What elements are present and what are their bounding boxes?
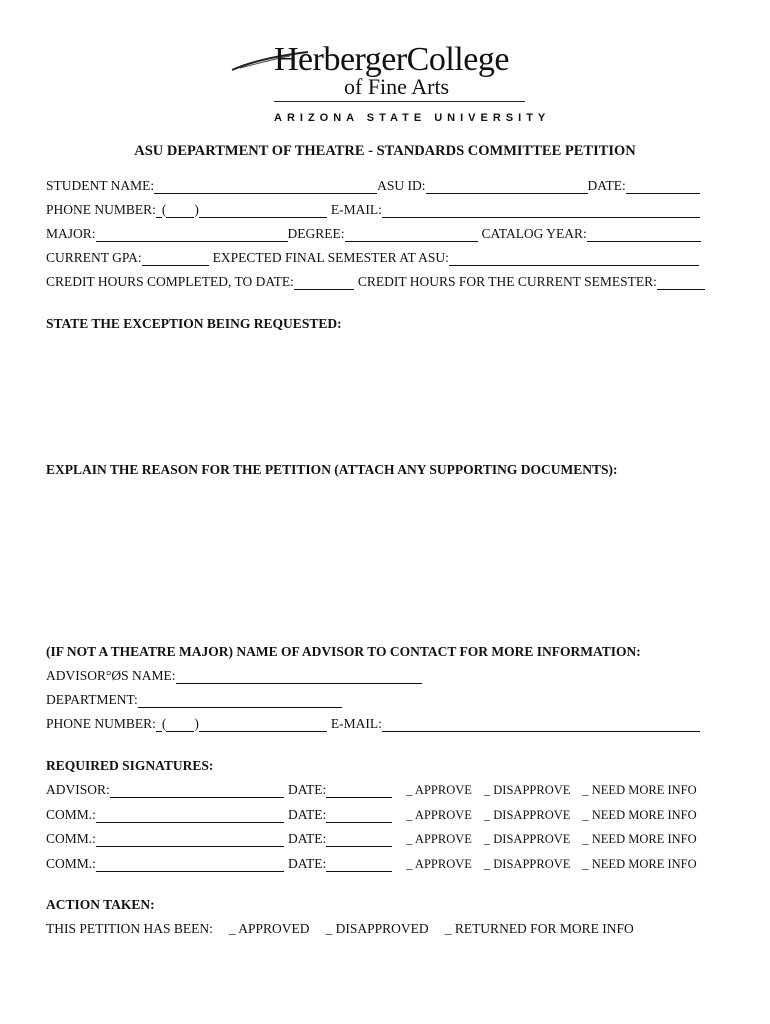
major-row — [46, 224, 716, 242]
signature-date-label: DATE: — [288, 807, 327, 822]
phone-open-paren: ( — [161, 202, 167, 217]
phone-close-paren: ) — [194, 202, 199, 217]
action-label: THIS PETITION HAS BEEN: — [46, 921, 213, 936]
signature-role-label: COMM.: — [46, 856, 96, 871]
logo-university-text: ARIZONA STATE UNIVERSITY — [274, 112, 551, 124]
signature-date-field[interactable] — [326, 784, 392, 798]
approve-option[interactable]: _ APPROVE — [406, 808, 472, 822]
approved-option[interactable]: _ APPROVED — [228, 921, 310, 936]
signature-field[interactable] — [96, 809, 284, 823]
advisor-phone-row — [46, 714, 716, 732]
department-row — [46, 690, 716, 708]
gpa-row — [46, 248, 716, 266]
disapprove-option[interactable]: _ DISAPPROVE — [483, 808, 571, 822]
advisor-name-field[interactable] — [176, 670, 422, 684]
credits-current-field[interactable] — [657, 276, 705, 290]
advisor-email-field[interactable] — [382, 718, 700, 732]
credits-current-label: CREDIT HOURS FOR THE CURRENT SEMESTER: — [357, 274, 657, 289]
approve-option[interactable]: _ APPROVE — [406, 832, 472, 846]
signature-date-label: DATE: — [288, 831, 327, 846]
action-heading-text: ACTION TAKEN: — [46, 897, 155, 912]
signature-date-label: DATE: — [288, 856, 327, 871]
email-field[interactable] — [382, 204, 700, 218]
logo-sub-text: of Fine Arts — [344, 74, 450, 99]
advisor-phone-number-field[interactable] — [199, 718, 327, 732]
disapprove-option[interactable]: _ DISAPPROVE — [483, 857, 571, 871]
credits-completed-label: CREDIT HOURS COMPLETED, TO DATE: — [46, 274, 294, 289]
asu-id-field[interactable] — [426, 180, 588, 194]
phone-label: PHONE NUMBER: — [46, 202, 156, 217]
catalog-year-label: CATALOG YEAR: — [481, 226, 587, 241]
advisor-heading — [46, 642, 716, 660]
student-name-field[interactable] — [154, 180, 377, 194]
major-label: MAJOR: — [46, 226, 96, 241]
signature-role-label: ADVISOR: — [46, 782, 110, 797]
signatures-heading-text: REQUIRED SIGNATURES: — [46, 758, 214, 773]
signature-field[interactable] — [96, 858, 284, 872]
need-more-info-option[interactable]: _ NEED MORE INFO — [582, 783, 697, 797]
logo-main-text: HerbergerCollege — [274, 41, 509, 78]
exception-heading-text: STATE THE EXCEPTION BEING REQUESTED: — [46, 316, 342, 331]
action-heading — [46, 895, 716, 913]
credits-row — [46, 272, 716, 290]
phone-area-field[interactable] — [166, 204, 194, 218]
need-more-info-option[interactable]: _ NEED MORE INFO — [582, 832, 697, 846]
signature-row — [46, 805, 716, 823]
advisor-name-label: ADVISOR°ØS NAME: — [46, 668, 176, 683]
degree-label: DEGREE: — [287, 226, 345, 241]
signature-field[interactable] — [110, 784, 284, 798]
approve-option[interactable]: _ APPROVE — [406, 783, 472, 797]
major-field[interactable] — [96, 228, 288, 242]
phone-row — [46, 200, 716, 218]
exception-heading — [46, 314, 716, 332]
action-row — [46, 919, 716, 937]
reason-heading — [46, 460, 716, 478]
signature-row — [46, 829, 716, 847]
signature-row — [46, 780, 716, 798]
advisor-email-label: E-MAIL: — [330, 716, 382, 731]
final-semester-label: EXPECTED FINAL SEMESTER AT ASU: — [212, 250, 449, 265]
approve-option[interactable]: _ APPROVE — [406, 857, 472, 871]
logo-rule — [274, 101, 525, 102]
advisor-phone-label: PHONE NUMBER: — [46, 716, 156, 731]
disapprove-option[interactable]: _ DISAPPROVE — [483, 783, 571, 797]
final-semester-field[interactable] — [449, 252, 699, 266]
advisor-phone-open-paren: ( — [161, 716, 167, 731]
disapproved-option[interactable]: _ DISAPPROVED — [325, 921, 429, 936]
degree-field[interactable] — [345, 228, 478, 242]
signature-date-field[interactable] — [326, 833, 392, 847]
credits-completed-field[interactable] — [294, 276, 354, 290]
form-title: ASU DEPARTMENT OF THEATRE - STANDARDS COMMITTEE PETITION — [134, 143, 636, 159]
date-label: DATE: — [587, 178, 626, 193]
need-more-info-option[interactable]: _ NEED MORE INFO — [582, 857, 697, 871]
advisor-heading-text: (IF NOT A THEATRE MAJOR) NAME OF ADVISOR TO CONTACT FOR MORE INFORMATION: — [46, 644, 641, 659]
advisor-name-row — [46, 666, 716, 684]
student-name-label: STUDENT NAME: — [46, 178, 155, 193]
signature-date-label: DATE: — [288, 782, 327, 797]
email-label: E-MAIL: — [330, 202, 382, 217]
asu-id-label: ASU ID: — [377, 178, 426, 193]
student-name-row — [46, 176, 716, 194]
department-label: DEPARTMENT: — [46, 692, 138, 707]
advisor-phone-area-field[interactable] — [166, 718, 194, 732]
signature-date-field[interactable] — [326, 858, 392, 872]
need-more-info-option[interactable]: _ NEED MORE INFO — [582, 808, 697, 822]
signature-role-label: COMM.: — [46, 831, 96, 846]
signature-row — [46, 854, 716, 872]
reason-heading-text: EXPLAIN THE REASON FOR THE PETITION (ATTACH ANY SUPPORTING DOCUMENTS): — [46, 462, 618, 477]
signature-role-label: COMM.: — [46, 807, 96, 822]
date-field[interactable] — [626, 180, 700, 194]
college-logo — [230, 41, 551, 132]
gpa-label: CURRENT GPA: — [46, 250, 142, 265]
disapprove-option[interactable]: _ DISAPPROVE — [483, 832, 571, 846]
returned-option[interactable]: _ RETURNED FOR MORE INFO — [444, 921, 634, 936]
signatures-heading — [46, 756, 716, 774]
phone-number-field[interactable] — [199, 204, 327, 218]
gpa-field[interactable] — [142, 252, 209, 266]
department-field[interactable] — [138, 694, 342, 708]
advisor-phone-close-paren: ) — [194, 716, 199, 731]
signature-date-field[interactable] — [326, 809, 392, 823]
signature-field[interactable] — [96, 833, 284, 847]
catalog-year-field[interactable] — [587, 228, 701, 242]
